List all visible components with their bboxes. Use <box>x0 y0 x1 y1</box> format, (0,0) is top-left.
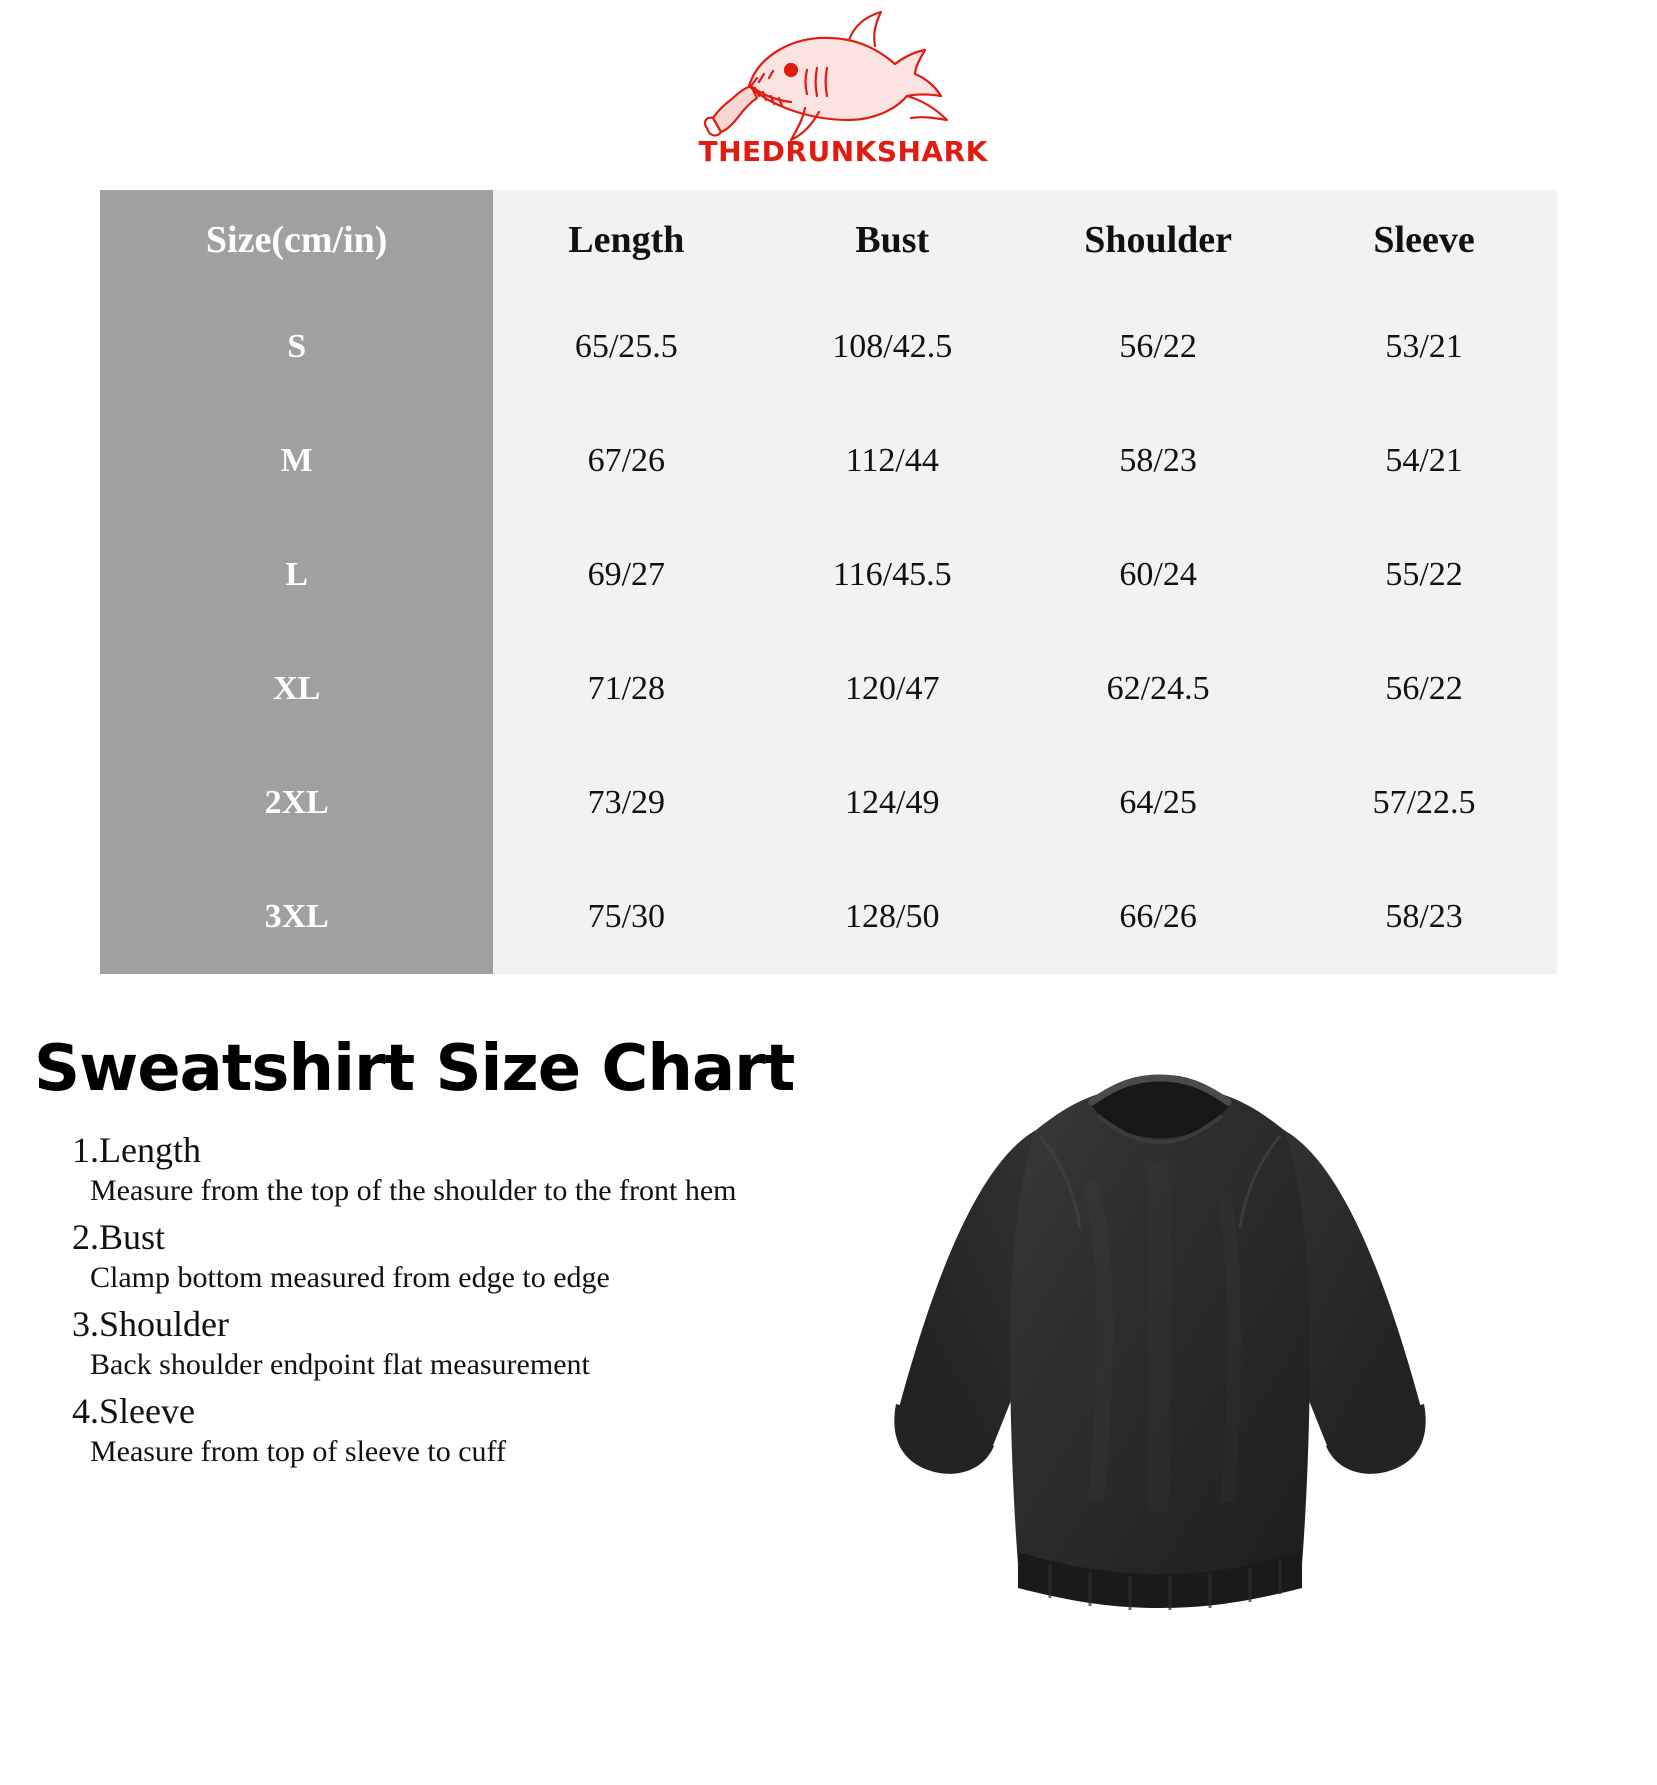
guide-item-label: 4.Sleeve <box>72 1391 195 1431</box>
guide-item-description: Back shoulder endpoint flat measurement <box>90 1348 590 1381</box>
guide-item-length <box>34 1128 820 1209</box>
row-size-label: L <box>100 518 493 632</box>
table-header-row <box>100 190 1557 290</box>
row-size-label: 3XL <box>100 860 493 974</box>
guide-item-label: 1.Length <box>72 1130 201 1170</box>
cell-sleeve: 58/23 <box>1385 898 1463 935</box>
column-header-size: Size(cm/in) <box>100 190 493 290</box>
table-row <box>100 404 1557 518</box>
table-row <box>100 290 1557 404</box>
shark-logo-icon <box>698 8 988 178</box>
brand-logo <box>0 0 1657 180</box>
guide-item-description: Measure from top of sleeve to cuff <box>90 1435 506 1468</box>
guide-item-bust <box>34 1215 820 1296</box>
table-row <box>100 860 1557 974</box>
guide-item-shoulder <box>34 1302 820 1383</box>
row-size-label: S <box>100 290 493 404</box>
cell-sleeve: 57/22.5 <box>1372 784 1476 821</box>
guide-item-label: 2.Bust <box>72 1217 166 1257</box>
cell-length: 71/28 <box>587 670 666 707</box>
column-header-sleeve: Sleeve <box>1373 219 1475 261</box>
column-header-shoulder: Shoulder <box>1084 219 1233 261</box>
cell-shoulder: 56/22 <box>1119 328 1197 365</box>
guide-text-column <box>0 1002 820 1476</box>
cell-sleeve: 56/22 <box>1385 670 1463 707</box>
cell-bust: 108/42.5 <box>832 328 953 365</box>
row-size-label: M <box>100 404 493 518</box>
cell-shoulder: 58/23 <box>1119 442 1197 479</box>
cell-sleeve: 54/21 <box>1385 442 1463 479</box>
cell-shoulder: 66/26 <box>1119 898 1197 935</box>
measurement-guide-section <box>0 1002 1657 1762</box>
product-image-column <box>820 1002 1657 1762</box>
cell-bust: 120/47 <box>845 670 940 707</box>
cell-bust: 112/44 <box>845 442 939 479</box>
table-row <box>100 518 1557 632</box>
table-row <box>100 746 1557 860</box>
cell-shoulder: 64/25 <box>1119 784 1197 821</box>
guide-item-description: Clamp bottom measured from edge to edge <box>90 1261 610 1294</box>
column-header-length: Length <box>568 219 685 261</box>
cell-bust: 128/50 <box>845 898 940 935</box>
row-size-label: 2XL <box>100 746 493 860</box>
cell-length: 75/30 <box>587 898 666 935</box>
cell-shoulder: 62/24.5 <box>1106 670 1210 707</box>
guide-item-description: Measure from the top of the shoulder to the front hem <box>90 1174 737 1207</box>
guide-item-label: 3.Shoulder <box>72 1304 229 1344</box>
row-size-label: XL <box>100 632 493 746</box>
cell-length: 69/27 <box>587 556 666 593</box>
page-title: Sweatshirt Size Chart <box>34 1032 795 1106</box>
cell-sleeve: 55/22 <box>1385 556 1463 593</box>
guide-item-sleeve <box>34 1389 820 1470</box>
brand-name: THEDRUNKSHARK <box>698 135 988 168</box>
cell-length: 67/26 <box>587 442 666 479</box>
cell-length: 73/29 <box>587 784 666 821</box>
column-header-bust: Bust <box>855 219 930 261</box>
cell-shoulder: 60/24 <box>1119 556 1197 593</box>
cell-length: 65/25.5 <box>574 328 678 365</box>
cell-sleeve: 53/21 <box>1385 328 1463 365</box>
black-sweatshirt-photo <box>840 1012 1480 1672</box>
cell-bust: 116/45.5 <box>832 556 952 593</box>
cell-bust: 124/49 <box>845 784 940 821</box>
table-row <box>100 632 1557 746</box>
size-chart-table <box>100 190 1557 974</box>
